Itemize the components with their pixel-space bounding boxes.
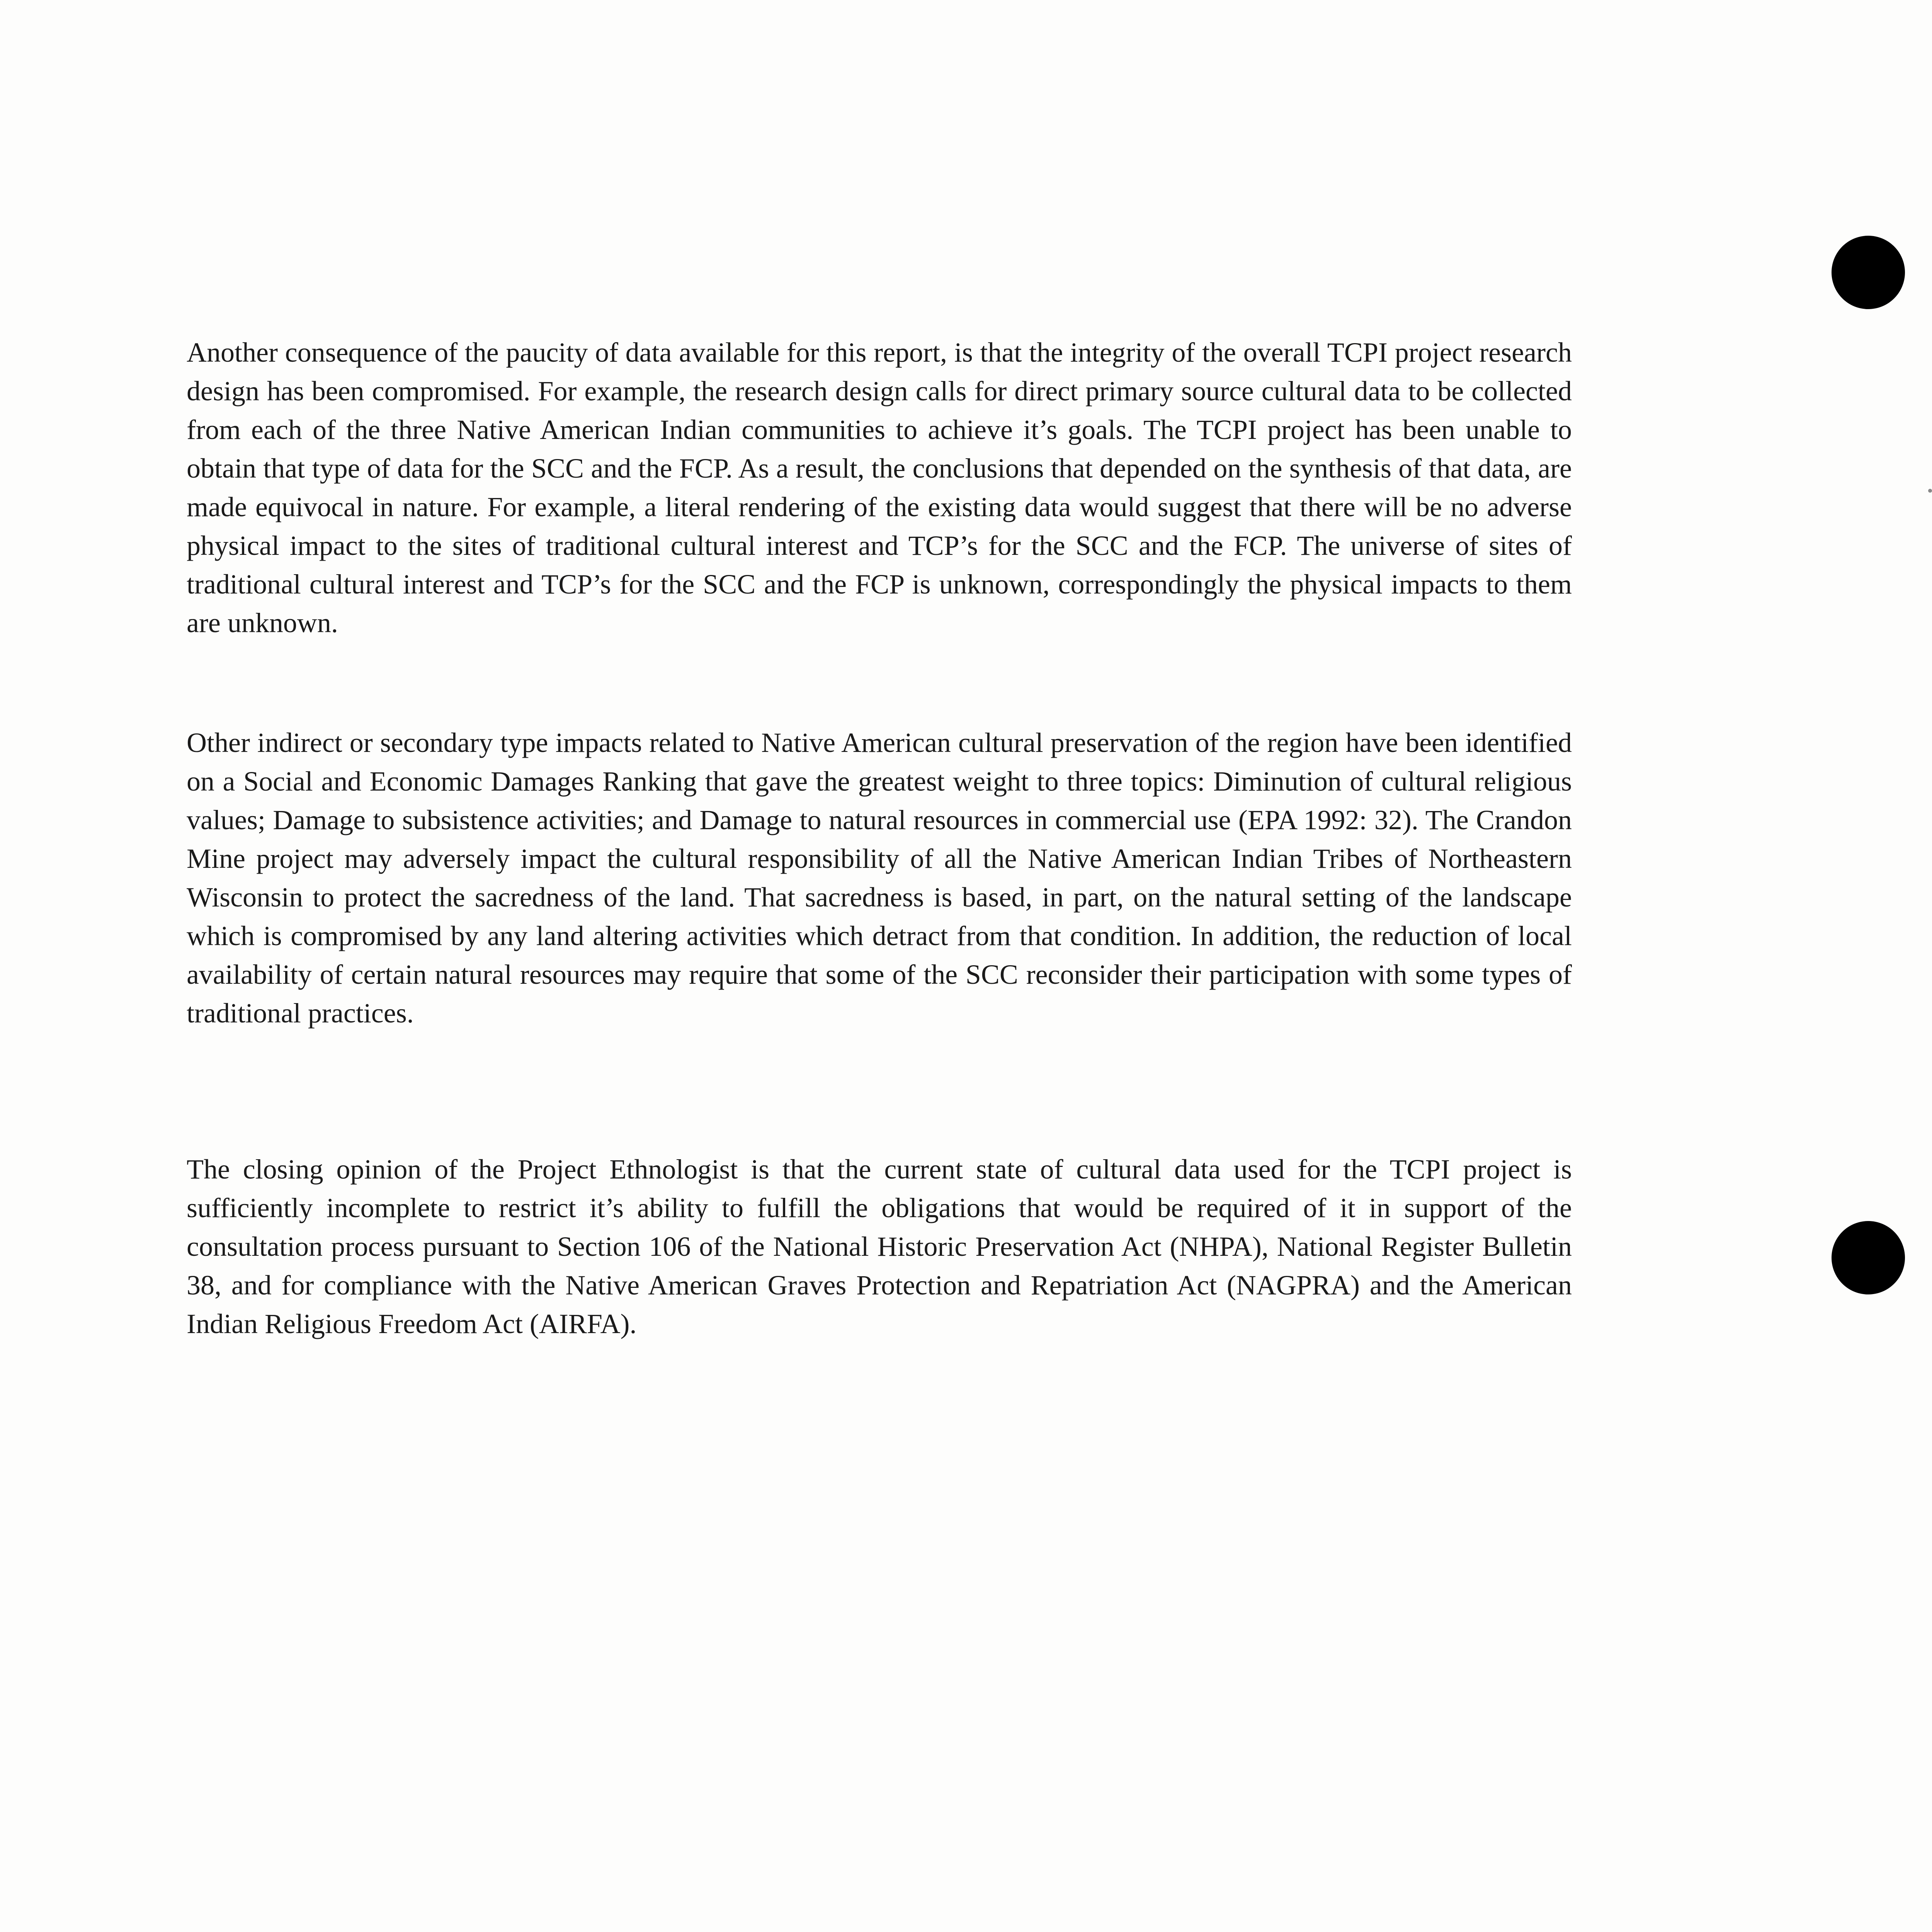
paragraph: Other indirect or secondary type impacts related to Native American cultural preservation of the region have been identified on a Social and Economic Damages Ranking that gave the greatest weight to three topics: Diminution of cultural religious values; Damage to subsistence activities; and Damage to natural resources in commercial use (EPA 1992: 32). The Crandon Mine project may adversely impact the cultural responsibility of all the Native American Indian Tribes of Northeastern Wisconsin to protect the sacredness of the land. That sacredness is based, in part, on the natural setting of the landscape which is compromised by any land altering activities which detract from that condition. In addition, the reduction of local availability of certain natural resources may require that some of the SCC reconsider their participation with some types of traditional practices.	[187, 727, 1572, 1029]
binder-hole	[1832, 236, 1905, 309]
scan-speck	[1928, 489, 1932, 493]
paragraph: Another consequence of the paucity of data available for this report, is that the integrity of the overall TCPI project research design has been compromised. For example, the research design calls for direct primary source cultural data to be collected from each of the three Native American Indian communities to achieve it’s goals. The TCPI project has been unable to obtain that type of data for the SCC and the FCP. As a result, the conclusions that depended on the synthesis of that data, are made equivocal in nature. For example, a literal rendering of the existing data would suggest that there will be no adverse physical impact to the sites of traditional cultural interest and TCP’s for the SCC and the FCP. The universe of sites of traditional cultural interest and TCP’s for the SCC and the FCP is unknown, correspondingly the physical impacts to them are unknown.	[187, 337, 1572, 638]
paragraph: The closing opinion of the Project Ethnologist is that the current state of cultural data used for the TCPI project is sufficiently incomplete to restrict it’s ability to fulfill the obligations that would be required of it in support of the consultation process pursuant to Section 106 of the National Historic Preservation Act (NHPA), National Register Bulletin 38, and for compliance with the Native American Graves Protection and Repatriation Act (NAGPRA) and the American Indian Religious Freedom Act (AIRFA).	[187, 1154, 1572, 1339]
binder-hole	[1832, 1221, 1905, 1294]
